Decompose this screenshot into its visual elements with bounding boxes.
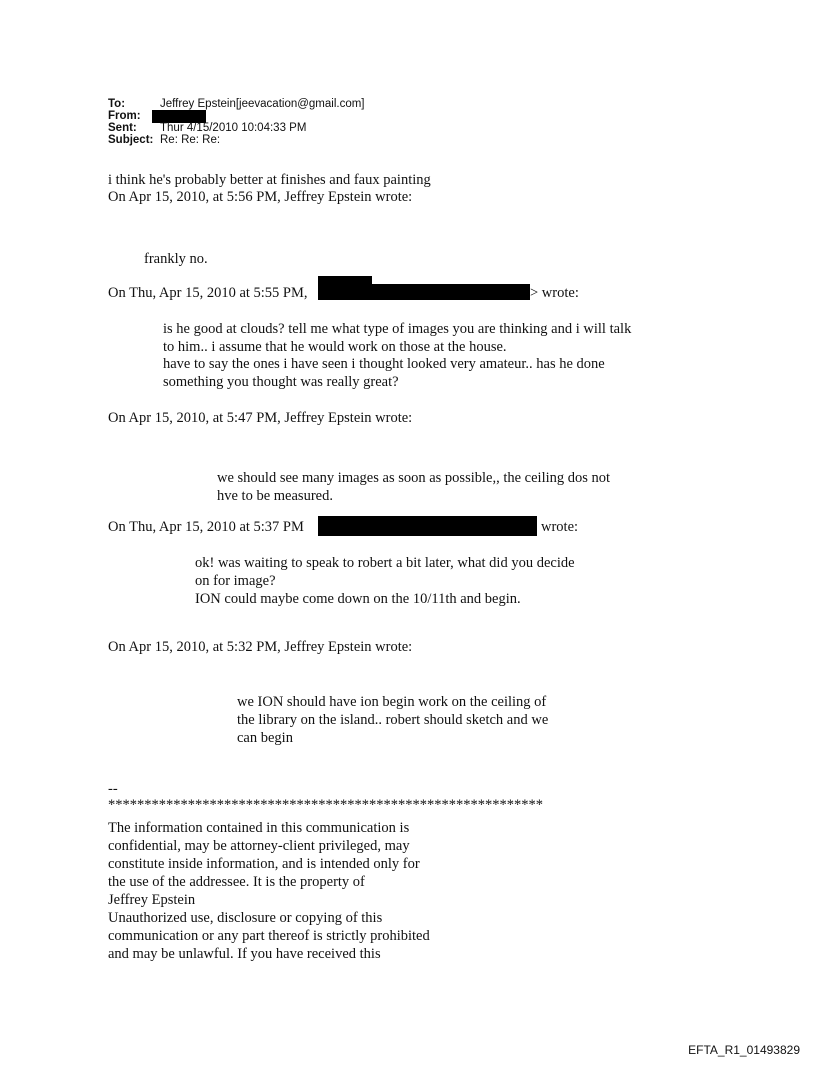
disclaimer-line: confidential, may be attorney-client privileged, may bbox=[108, 838, 410, 854]
redaction-sender bbox=[318, 516, 537, 536]
to-label: To: bbox=[108, 98, 126, 110]
quote-header: On Apr 15, 2010, at 5:32 PM, Jeffrey Epstein wrote: bbox=[108, 639, 413, 655]
redaction-name bbox=[318, 276, 372, 300]
message-line: can begin bbox=[237, 730, 293, 746]
message-line: to him.. i assume that he would work on those at the house. bbox=[163, 339, 507, 355]
message-line: ok! was waiting to speak to robert a bit later, what did you decide bbox=[195, 555, 575, 571]
quote-header: On Apr 15, 2010, at 5:47 PM, Jeffrey Epstein wrote: bbox=[108, 410, 413, 426]
redaction-email bbox=[372, 284, 530, 300]
message-line: something you thought was really great? bbox=[163, 374, 399, 390]
reply-text: i think he's probably better at finishes and faux painting bbox=[108, 172, 431, 188]
signature-stars: ************************************************************ bbox=[108, 797, 543, 813]
disclaimer-line: Unauthorized use, disclosure or copying of this bbox=[108, 910, 383, 926]
subject-value: Re: Re: Re: bbox=[160, 134, 221, 146]
subject-label: Subject: bbox=[108, 134, 154, 146]
disclaimer-line: The information contained in this communication is bbox=[108, 820, 410, 836]
sent-label: Sent: bbox=[108, 122, 137, 134]
message-line: hve to be measured. bbox=[217, 488, 333, 504]
message-text: frankly no. bbox=[144, 251, 208, 267]
disclaimer-line: the use of the addressee. It is the property of bbox=[108, 874, 365, 890]
message-line: have to say the ones i have seen i thought looked very amateur.. has he done bbox=[163, 356, 605, 372]
message-line: on for image? bbox=[195, 573, 276, 589]
document-id: EFTA_R1_01493829 bbox=[688, 1043, 800, 1057]
message-line: we ION should have ion begin work on the ceiling of bbox=[237, 694, 547, 710]
quote-header: On Thu, Apr 15, 2010 at 5:37 PM bbox=[108, 519, 304, 535]
message-line: we should see many images as soon as possible,, the ceiling dos not bbox=[217, 470, 611, 486]
from-label: From: bbox=[108, 110, 141, 122]
disclaimer-line: Jeffrey Epstein bbox=[108, 892, 196, 908]
message-line: the library on the island.. robert should sketch and we bbox=[237, 712, 549, 728]
quote-header: On Thu, Apr 15, 2010 at 5:55 PM, bbox=[108, 285, 308, 301]
quote-header-end: wrote: bbox=[541, 519, 579, 535]
sent-value: Thur 4/15/2010 10:04:33 PM bbox=[160, 122, 307, 134]
quote-header-end: > wrote: bbox=[530, 285, 579, 301]
disclaimer-line: and may be unlawful. If you have received this bbox=[108, 946, 381, 962]
message-line: is he good at clouds? tell me what type of images you are thinking and i will talk bbox=[163, 321, 632, 337]
quote-header: On Apr 15, 2010, at 5:56 PM, Jeffrey Epstein wrote: bbox=[108, 189, 413, 205]
message-line: ION could maybe come down on the 10/11th and begin. bbox=[195, 591, 521, 607]
to-value: Jeffrey Epstein[jeevacation@gmail.com] bbox=[160, 98, 365, 110]
signature-dash: -- bbox=[108, 781, 118, 797]
disclaimer-line: constitute inside information, and is intended only for bbox=[108, 856, 420, 872]
disclaimer-line: communication or any part thereof is strictly prohibited bbox=[108, 928, 430, 944]
